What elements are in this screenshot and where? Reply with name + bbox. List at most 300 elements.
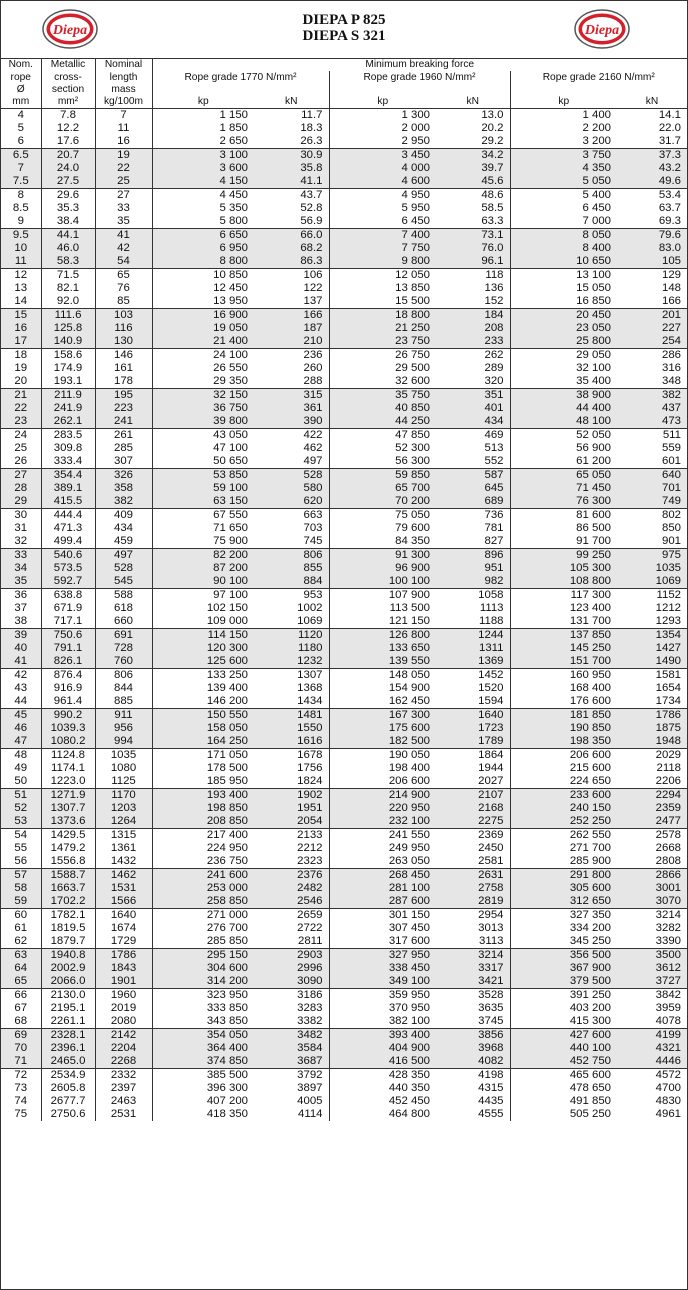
cell-2160-kp: 99 250 bbox=[510, 549, 617, 563]
cell-1770-kn: 2903 bbox=[254, 949, 329, 963]
cell-nom-rope: 40 bbox=[1, 642, 41, 655]
cell-nominal-mass: 760 bbox=[95, 655, 152, 669]
grade-1960-header: Rope grade 1960 N/mm² bbox=[329, 71, 510, 84]
cell-1960-kn: 351 bbox=[436, 389, 510, 403]
table-row bbox=[1, 869, 687, 883]
cell-1770-kn: 3792 bbox=[254, 1069, 329, 1083]
cell-2160-kn: 43.2 bbox=[617, 162, 687, 175]
cell-2160-kn: 4321 bbox=[617, 1042, 687, 1055]
table-row bbox=[1, 949, 687, 963]
cell-1770-kn: 137 bbox=[303, 295, 323, 307]
cell-1770-kp: 43 050 bbox=[152, 429, 254, 443]
cell-metallic-section: 1663.7 bbox=[41, 882, 95, 895]
cell-nom-rope: 72 bbox=[1, 1069, 41, 1083]
cell-1770-kp: 29 350 bbox=[152, 375, 254, 389]
cell-metallic-section: 826.1 bbox=[41, 655, 95, 669]
cell-nom-rope: 22 bbox=[1, 402, 41, 415]
cell-1770-kn: 390 bbox=[254, 415, 329, 429]
cell-1960-kn: 827 bbox=[484, 535, 504, 547]
cell-nom-rope: 53 bbox=[1, 815, 41, 829]
cell-nominal-mass: 103 bbox=[95, 309, 152, 323]
cell-1770-kp: 171 050 bbox=[152, 749, 254, 763]
cell-nom-rope: 46 bbox=[1, 722, 41, 735]
cell-1770-kp: 3 600 bbox=[152, 162, 254, 175]
cell-metallic-section: 211.9 bbox=[41, 389, 95, 403]
cell-1960-kp: 7 750 bbox=[329, 242, 436, 255]
cell-2160-kn: 437 bbox=[617, 402, 687, 415]
table-row bbox=[1, 962, 687, 975]
cell-metallic-section: 92.0 bbox=[41, 295, 95, 309]
cell-nominal-mass: 27 bbox=[95, 189, 152, 203]
cell-1960-kn: 4435 bbox=[478, 1095, 504, 1107]
cell-metallic-section: 1782.1 bbox=[41, 909, 95, 923]
cell-nominal-mass: 1080 bbox=[95, 762, 152, 775]
cell-nominal-mass: 7 bbox=[95, 109, 152, 123]
cell-1770-kn: 2722 bbox=[297, 922, 323, 934]
cell-1960-kp: 59 850 bbox=[329, 469, 436, 483]
cell-2160-kp: 131 700 bbox=[510, 615, 617, 629]
cell-nom-rope: 28 bbox=[1, 482, 41, 495]
cell-metallic-section: 1174.1 bbox=[41, 762, 95, 775]
cell-1960-kp: 452 450 bbox=[329, 1095, 436, 1108]
cell-1960-kn: 1594 bbox=[478, 695, 504, 707]
cell-2160-kp: 440 100 bbox=[510, 1042, 617, 1055]
cell-nominal-mass: 1531 bbox=[95, 882, 152, 895]
cell-2160-kn: 1427 bbox=[617, 642, 687, 655]
cell-2160-kp: 32 100 bbox=[510, 362, 617, 375]
cell-nominal-mass: 409 bbox=[95, 509, 152, 523]
cell-1960-kp: 404 900 bbox=[329, 1042, 436, 1055]
table-row bbox=[1, 695, 687, 709]
cell-1770-kp: 1 850 bbox=[152, 122, 254, 135]
cell-1770-kp: 158 050 bbox=[152, 722, 254, 735]
cell-nominal-mass: 497 bbox=[95, 549, 152, 563]
cell-1770-kp: 32 150 bbox=[152, 389, 254, 403]
cell-1960-kp: 9 800 bbox=[329, 255, 436, 269]
cell-1770-kp: 178 500 bbox=[152, 762, 254, 775]
cell-nom-rope: 8 bbox=[1, 189, 41, 203]
cell-1960-kp: 307 450 bbox=[329, 922, 436, 935]
cell-2160-kn: 3214 bbox=[617, 909, 687, 923]
cell-metallic-section: 262.1 bbox=[41, 415, 95, 429]
cell-1960-kp: 182 500 bbox=[329, 735, 436, 749]
cell-1770-kn: 288 bbox=[303, 375, 323, 387]
col-metallic-4: mm² bbox=[41, 96, 95, 109]
col-metallic-2: cross- bbox=[41, 71, 95, 84]
table-row bbox=[1, 495, 687, 509]
cell-metallic-section: 174.9 bbox=[41, 362, 95, 375]
cell-nom-rope: 20 bbox=[14, 375, 28, 387]
cell-1960-kp: 107 900 bbox=[329, 589, 436, 603]
cell-1770-kp: 236 750 bbox=[152, 855, 254, 869]
cell-1960-kn: 39.7 bbox=[436, 162, 510, 175]
cell-nominal-mass: 130 bbox=[95, 335, 152, 349]
cell-nominal-mass: 1674 bbox=[95, 922, 152, 935]
cell-nom-rope: 58 bbox=[1, 882, 41, 895]
cell-1770-kp: 333 850 bbox=[152, 1002, 254, 1015]
cell-2160-kn: 1293 bbox=[655, 615, 681, 627]
cell-nominal-mass: 1203 bbox=[95, 802, 152, 815]
cell-1770-kn: 2546 bbox=[254, 895, 329, 909]
table-row bbox=[1, 629, 687, 643]
cell-nominal-mass: 2397 bbox=[95, 1082, 152, 1095]
col-metallic-3: section bbox=[41, 84, 95, 96]
table-row bbox=[1, 1015, 687, 1029]
table-row bbox=[1, 482, 687, 495]
cell-2160-kp: 20 450 bbox=[510, 309, 617, 323]
cell-nominal-mass: 1843 bbox=[95, 962, 152, 975]
table-row bbox=[1, 882, 687, 895]
table-row bbox=[1, 669, 687, 683]
col-nominal-2: length bbox=[95, 71, 152, 84]
cell-1770-kn: 56.9 bbox=[300, 215, 323, 227]
cell-metallic-section: 309.8 bbox=[41, 442, 95, 455]
cell-1960-kn: 951 bbox=[436, 562, 510, 575]
cell-nominal-mass: 728 bbox=[95, 642, 152, 655]
cell-nom-rope: 7.5 bbox=[1, 175, 41, 189]
cell-1770-kp: 304 600 bbox=[152, 962, 254, 975]
cell-1770-kn: 361 bbox=[254, 402, 329, 415]
cell-metallic-section: 1373.6 bbox=[41, 815, 95, 829]
table-row bbox=[1, 589, 687, 603]
cell-1770-kp: 24 100 bbox=[152, 349, 254, 363]
cell-2160-kn: 148 bbox=[661, 282, 681, 294]
cell-1770-kp: 102 150 bbox=[152, 602, 254, 615]
cell-1960-kn: 4082 bbox=[436, 1055, 510, 1069]
cell-1770-kp: 374 850 bbox=[152, 1055, 254, 1069]
diepa-logo-icon bbox=[573, 7, 631, 51]
cell-nominal-mass: 19 bbox=[95, 149, 152, 163]
cell-metallic-section: 671.9 bbox=[41, 602, 95, 615]
cell-2160-kn: 1786 bbox=[617, 709, 687, 723]
table-row bbox=[1, 122, 687, 135]
table-row bbox=[1, 389, 687, 403]
cell-1960-kn: 96.1 bbox=[436, 255, 510, 269]
table-row bbox=[1, 922, 687, 935]
cell-1960-kn: 1058 bbox=[436, 589, 510, 603]
cell-metallic-section: 46.0 bbox=[41, 242, 95, 255]
cell-nominal-mass: 116 bbox=[95, 322, 152, 335]
cell-1770-kn: 1616 bbox=[254, 735, 329, 749]
table-row bbox=[1, 549, 687, 563]
cell-nom-rope: 44 bbox=[14, 695, 28, 707]
table-row bbox=[1, 1029, 687, 1043]
cell-nom-rope: 4 bbox=[1, 109, 41, 123]
cell-2160-kp: 38 900 bbox=[510, 389, 617, 403]
cell-1770-kp: 6 650 bbox=[152, 229, 254, 243]
cell-1960-kp: 3 450 bbox=[329, 149, 436, 163]
cell-1770-kp: 3 100 bbox=[152, 149, 254, 163]
cell-1960-kp: 148 050 bbox=[329, 669, 436, 683]
cell-1960-kp: 2 950 bbox=[329, 135, 436, 149]
table-row bbox=[1, 562, 687, 575]
cell-1770-kn: 462 bbox=[303, 442, 323, 454]
cell-1770-kn: 3382 bbox=[297, 1015, 323, 1027]
cell-1770-kn: 806 bbox=[254, 549, 329, 563]
cell-2160-kn: 3500 bbox=[617, 949, 687, 963]
cell-nominal-mass: 2463 bbox=[95, 1095, 152, 1108]
logo-text: Diepa bbox=[52, 23, 88, 38]
cell-nominal-mass: 25 bbox=[95, 175, 152, 189]
cell-1960-kp: 29 500 bbox=[329, 362, 436, 375]
cell-1770-kp: 120 300 bbox=[152, 642, 254, 655]
table-row bbox=[1, 269, 687, 283]
cell-2160-kp: 76 300 bbox=[510, 495, 617, 509]
cell-nominal-mass: 911 bbox=[95, 709, 152, 723]
cell-nom-rope: 6.5 bbox=[1, 149, 41, 163]
cell-1960-kp: 287 600 bbox=[329, 895, 436, 909]
cell-2160-kn: 2808 bbox=[655, 855, 681, 867]
cell-1960-kp: 26 750 bbox=[329, 349, 436, 363]
cell-1960-kp: 75 050 bbox=[329, 509, 436, 523]
cell-metallic-section: 71.5 bbox=[41, 269, 95, 283]
cell-1770-kn: 855 bbox=[254, 562, 329, 575]
cell-2160-kp: 403 200 bbox=[510, 1002, 617, 1015]
cell-nom-rope: 50 bbox=[14, 775, 28, 787]
cell-2160-kn: 3959 bbox=[655, 1002, 681, 1014]
table-row bbox=[1, 575, 687, 589]
table-row bbox=[1, 709, 687, 723]
cell-1770-kn: 166 bbox=[254, 309, 329, 323]
table-row bbox=[1, 535, 687, 549]
cell-2160-kn: 2294 bbox=[617, 789, 687, 803]
cell-1960-kn: 896 bbox=[436, 549, 510, 563]
cell-2160-kn: 2866 bbox=[617, 869, 687, 883]
cell-1770-kn: 2133 bbox=[254, 829, 329, 843]
cell-1770-kn: 3482 bbox=[254, 1029, 329, 1043]
cell-1960-kp: 416 500 bbox=[329, 1055, 436, 1069]
cell-2160-kn: 316 bbox=[661, 362, 681, 374]
cell-nominal-mass: 195 bbox=[95, 389, 152, 403]
cell-metallic-section: 2465.0 bbox=[41, 1055, 95, 1069]
cell-2160-kp: 160 950 bbox=[510, 669, 617, 683]
cell-nom-rope: 38 bbox=[14, 615, 28, 627]
cell-2160-kn: 63.7 bbox=[658, 202, 681, 214]
cell-2160-kp: 81 600 bbox=[510, 509, 617, 523]
cell-metallic-section: 140.9 bbox=[41, 335, 95, 349]
cell-2160-kn: 286 bbox=[617, 349, 687, 363]
table-row bbox=[1, 762, 687, 775]
cell-nominal-mass: 326 bbox=[95, 469, 152, 483]
cell-1770-kn: 422 bbox=[254, 429, 329, 443]
cell-1770-kp: 241 600 bbox=[152, 869, 254, 883]
cell-nominal-mass: 261 bbox=[95, 429, 152, 443]
title-line-1: DIEPA P 825 bbox=[302, 12, 386, 28]
cell-nom-rope: 52 bbox=[1, 802, 41, 815]
cell-2160-kp: 240 150 bbox=[510, 802, 617, 815]
cell-nominal-mass: 223 bbox=[95, 402, 152, 415]
cell-nom-rope: 9.5 bbox=[1, 229, 41, 243]
cell-2160-kn: 4446 bbox=[617, 1055, 687, 1069]
cell-nominal-mass: 11 bbox=[95, 122, 152, 135]
cell-1770-kn: 1307 bbox=[254, 669, 329, 683]
cell-2160-kp: 356 500 bbox=[510, 949, 617, 963]
cell-1960-kp: 393 400 bbox=[329, 1029, 436, 1043]
cell-1960-kn: 48.6 bbox=[436, 189, 510, 203]
cell-1960-kn: 1113 bbox=[479, 602, 504, 614]
cell-nominal-mass: 146 bbox=[95, 349, 152, 363]
cell-metallic-section: 2130.0 bbox=[41, 989, 95, 1003]
cell-1770-kp: 146 200 bbox=[152, 695, 254, 709]
cell-2160-kn: 227 bbox=[617, 322, 687, 335]
cell-1770-kp: 407 200 bbox=[152, 1095, 254, 1108]
cell-2160-kn: 1654 bbox=[655, 682, 681, 694]
cell-nom-rope: 59 bbox=[1, 895, 41, 909]
cell-2160-kn: 83.0 bbox=[617, 242, 687, 255]
cell-nom-rope: 69 bbox=[1, 1029, 41, 1043]
cell-nominal-mass: 35 bbox=[95, 215, 152, 229]
cell-nom-rope: 55 bbox=[14, 842, 28, 854]
cell-1960-kn: 1640 bbox=[436, 709, 510, 723]
cell-nom-rope: 8.5 bbox=[12, 202, 29, 214]
cell-metallic-section: 573.5 bbox=[41, 562, 95, 575]
cell-1770-kp: 285 850 bbox=[152, 935, 254, 949]
cell-nom-rope: 43 bbox=[14, 682, 28, 694]
cell-1960-kn: 982 bbox=[436, 575, 510, 589]
cell-2160-kn: 802 bbox=[617, 509, 687, 523]
cell-1770-kp: 385 500 bbox=[152, 1069, 254, 1083]
cell-1770-kn: 3283 bbox=[297, 1002, 323, 1014]
cell-2160-kp: 5 050 bbox=[510, 175, 617, 189]
cell-1770-kp: 185 950 bbox=[152, 775, 254, 789]
cell-1770-kp: 26 550 bbox=[152, 362, 254, 375]
cell-1960-kn: 76.0 bbox=[436, 242, 510, 255]
cell-1960-kn: 2631 bbox=[436, 869, 510, 883]
cell-nominal-mass: 691 bbox=[95, 629, 152, 643]
cell-1960-kp: 40 850 bbox=[329, 402, 436, 415]
cell-metallic-section: 35.3 bbox=[41, 202, 95, 215]
cell-1960-kp: 220 950 bbox=[329, 802, 436, 815]
cell-2160-kp: 5 400 bbox=[510, 189, 617, 203]
cell-1770-kn: 35.8 bbox=[254, 162, 329, 175]
cell-1960-kn: 208 bbox=[436, 322, 510, 335]
cell-nominal-mass: 2142 bbox=[95, 1029, 152, 1043]
cell-2160-kp: 29 050 bbox=[510, 349, 617, 363]
cell-metallic-section: 44.1 bbox=[41, 229, 95, 243]
cell-nom-rope: 74 bbox=[14, 1095, 28, 1107]
cell-nom-rope: 15 bbox=[1, 309, 41, 323]
cell-1960-kn: 1789 bbox=[436, 735, 510, 749]
cell-1770-kn: 18.3 bbox=[300, 122, 323, 134]
cell-1960-kp: 96 900 bbox=[329, 562, 436, 575]
cell-2160-kn: 3612 bbox=[617, 962, 687, 975]
cell-1960-kp: 84 350 bbox=[329, 535, 436, 549]
cell-metallic-section: 1479.2 bbox=[41, 842, 95, 855]
cell-1960-kp: 12 050 bbox=[329, 269, 436, 283]
cell-1960-kp: 91 300 bbox=[329, 549, 436, 563]
cell-metallic-section: 7.8 bbox=[41, 109, 95, 123]
cell-2160-kp: 305 600 bbox=[510, 882, 617, 895]
cell-2160-kn: 4078 bbox=[655, 1015, 681, 1027]
table-row bbox=[1, 402, 687, 415]
table-row bbox=[1, 682, 687, 695]
cell-metallic-section: 1879.7 bbox=[41, 935, 95, 949]
cell-metallic-section: 1271.9 bbox=[41, 789, 95, 803]
cell-metallic-section: 2195.1 bbox=[41, 1002, 95, 1015]
cell-nominal-mass: 885 bbox=[95, 695, 152, 709]
cell-1960-kp: 338 450 bbox=[329, 962, 436, 975]
cell-1770-kn: 1824 bbox=[297, 775, 323, 787]
cell-1960-kn: 2450 bbox=[478, 842, 504, 854]
cell-1960-kp: 6 450 bbox=[329, 215, 436, 229]
cell-nom-rope: 70 bbox=[1, 1042, 41, 1055]
cell-nominal-mass: 33 bbox=[95, 202, 152, 215]
cell-1960-kp: 154 900 bbox=[329, 682, 436, 695]
cell-metallic-section: 1819.5 bbox=[41, 922, 95, 935]
cell-2160-kp: 206 600 bbox=[510, 749, 617, 763]
cell-2160-kp: 478 650 bbox=[510, 1082, 617, 1095]
cell-1960-kn: 34.2 bbox=[436, 149, 510, 163]
cell-1960-kp: 35 750 bbox=[329, 389, 436, 403]
cell-metallic-section: 916.9 bbox=[41, 682, 95, 695]
grade-2160-header: Rope grade 2160 N/mm² bbox=[510, 71, 687, 84]
cell-nom-rope: 65 bbox=[1, 975, 41, 989]
cell-2160-kp: 345 250 bbox=[510, 935, 617, 949]
cell-1960-kn: 434 bbox=[436, 415, 510, 429]
cell-nom-rope: 6 bbox=[17, 135, 24, 147]
min-breaking-force-header: Minimum breaking force bbox=[152, 59, 687, 71]
cell-2160-kp: 108 800 bbox=[510, 575, 617, 589]
cell-1770-kp: 217 400 bbox=[152, 829, 254, 843]
cell-1770-kn: 580 bbox=[254, 482, 329, 495]
cell-2160-kp: 86 500 bbox=[510, 522, 617, 535]
cell-1770-kn: 210 bbox=[254, 335, 329, 349]
cell-1960-kn: 3421 bbox=[436, 975, 510, 989]
logo-text: Diepa bbox=[584, 23, 620, 38]
cell-nominal-mass: 307 bbox=[95, 455, 152, 469]
table-row bbox=[1, 749, 687, 763]
cell-1960-kp: 464 800 bbox=[329, 1108, 436, 1121]
cell-1960-kn: 3113 bbox=[479, 935, 504, 947]
cell-1960-kp: 1 300 bbox=[329, 109, 436, 123]
cell-2160-kn: 1734 bbox=[655, 695, 681, 707]
cell-1960-kn: 13.0 bbox=[436, 109, 510, 123]
cell-1770-kn: 497 bbox=[303, 455, 323, 467]
cell-1960-kp: 4 600 bbox=[329, 175, 436, 189]
cell-2160-kn: 2477 bbox=[617, 815, 687, 829]
cell-1960-kn: 118 bbox=[436, 269, 510, 283]
cell-2160-kn: 348 bbox=[661, 375, 681, 387]
cell-2160-kn: 2359 bbox=[617, 802, 687, 815]
cell-1770-kp: 164 250 bbox=[152, 735, 254, 749]
cell-nom-rope: 36 bbox=[1, 589, 41, 603]
cell-1960-kn: 2027 bbox=[478, 775, 504, 787]
cell-1960-kn: 3745 bbox=[478, 1015, 504, 1027]
cell-1960-kp: 4 950 bbox=[329, 189, 436, 203]
cell-2160-kn: 473 bbox=[617, 415, 687, 429]
cell-2160-kp: 15 050 bbox=[510, 282, 617, 295]
cell-1770-kp: 125 600 bbox=[152, 655, 254, 669]
cell-metallic-section: 1039.3 bbox=[41, 722, 95, 735]
cell-2160-kn: 901 bbox=[661, 535, 681, 547]
table-row bbox=[1, 789, 687, 803]
cell-nom-rope: 39 bbox=[1, 629, 41, 643]
cell-1960-kn: 469 bbox=[436, 429, 510, 443]
cell-1770-kn: 884 bbox=[254, 575, 329, 589]
cell-2160-kn: 4572 bbox=[617, 1069, 687, 1083]
table-row bbox=[1, 642, 687, 655]
cell-1960-kn: 2369 bbox=[436, 829, 510, 843]
cell-2160-kn: 850 bbox=[661, 522, 681, 534]
cell-1960-kn: 1723 bbox=[436, 722, 510, 735]
table-row bbox=[1, 322, 687, 335]
cell-1960-kn: 2581 bbox=[478, 855, 504, 867]
cell-2160-kp: 452 750 bbox=[510, 1055, 617, 1069]
cell-1770-kp: 71 650 bbox=[152, 522, 254, 535]
cell-2160-kp: 367 900 bbox=[510, 962, 617, 975]
cell-2160-kp: 215 600 bbox=[510, 762, 617, 775]
cell-2160-kp: 23 050 bbox=[510, 322, 617, 335]
